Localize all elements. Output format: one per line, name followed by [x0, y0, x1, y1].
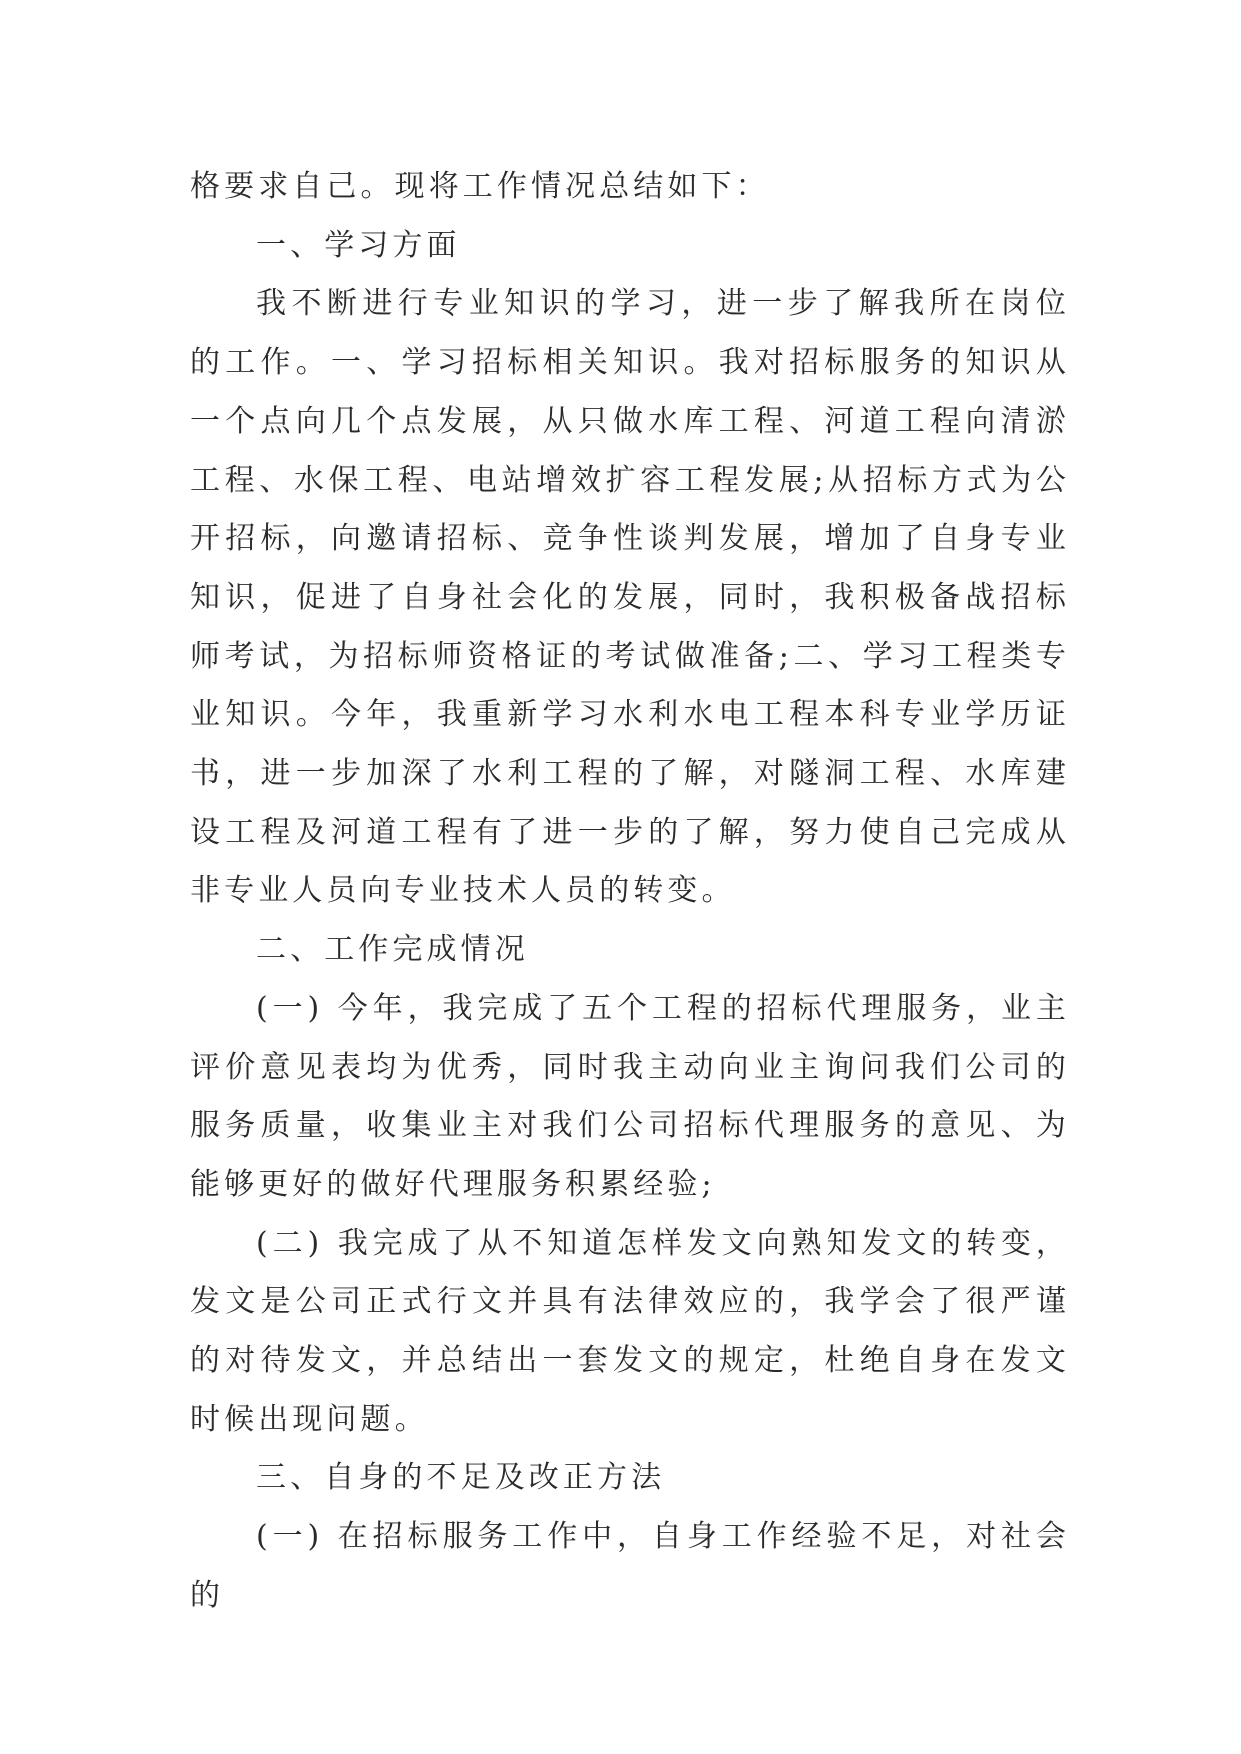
- section-heading-study: 一、学习方面: [256, 227, 461, 263]
- paragraph-work-item-1: (一) 今年，我完成了五个工程的招标代理服务，业主评价意见表均为优秀，同时我主动向业主询问我们公司的服务质量，收集业主对我们公司招标代理服务的意见、为能够更好的做好代理服务积累经验;: [190, 990, 1070, 1202]
- section-heading-work: 二、工作完成情况: [256, 932, 529, 968]
- paragraph-study: 我不断进行专业知识的学习，进一步了解我所在岗位的工作。一、学习招标相关知识。我对招标服务的知识从一个点向几个点发展，从只做水库工程、河道工程向清淤工程、水保工程、电站增效扩容工程发展;从招标方式为公开招标，向邀请招标、竞争性谈判发展，增加了自身专业知识，促进了自身社会化的发展，同时，我积极备战招标师考试，为招标师资格证的考试做准备;二、学习工程类专业知识。今年，我重新学习水利水电工程本科专业学历证书，进一步加深了水利工程的了解，对隧洞工程、水库建设工程及河道工程有了进一步的了解，努力使自己完成从非专业人员向专业技术人员的转变。: [190, 286, 1070, 909]
- paragraph-shortcoming-1: (一) 在招标服务工作中，自身工作经验不足，对社会的: [190, 1519, 1070, 1613]
- paragraph-intro-continuation: 格要求自己。现将工作情况总结如下：: [190, 169, 770, 204]
- section-heading-shortcomings: 三、自身的不足及改正方法: [256, 1460, 666, 1496]
- paragraph-work-item-2: (二) 我完成了从不知道怎样发文向熟知发文的转变，发文是公司正式行文并具有法律效应的，我学会了很严谨的对待发文，并总结出一套发文的规定，杜绝自身在发文时候出现问题。: [190, 1225, 1070, 1437]
- document-body: [190, 158, 1070, 1626]
